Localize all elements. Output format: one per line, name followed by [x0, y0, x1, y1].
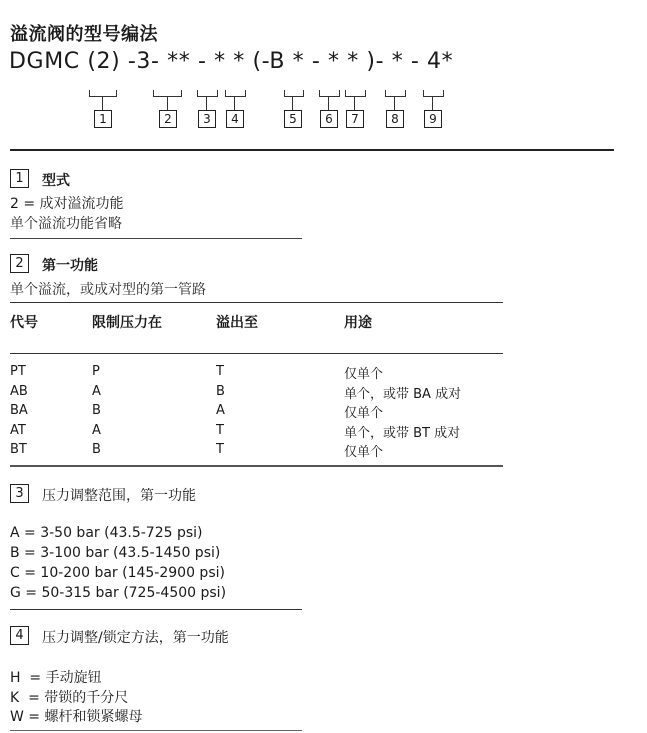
table-header-pressure-limit: 限制压力在 [92, 315, 162, 331]
section-3-divider [10, 609, 302, 610]
section-1-line: 2 = 成对溢流功能 [10, 196, 124, 212]
section-3-title: 压力调整范围，第一功能 [42, 488, 196, 504]
stem-1 [102, 96, 103, 110]
cell-relief-to: T [216, 442, 224, 457]
bracket-3 [197, 90, 218, 97]
bracket-9 [423, 90, 444, 97]
cell-code: AT [10, 423, 26, 438]
cell-code: BT [10, 442, 27, 457]
cell-code: AB [10, 384, 28, 399]
cell-code: PT [10, 364, 26, 379]
cell-pressure-limit: A [92, 423, 101, 438]
section-3-line: B = 3-100 bar (43.5-1450 psi) [10, 545, 221, 561]
stem-5 [292, 96, 293, 110]
cell-usage: 单个，或带 BA 成对 [344, 387, 462, 402]
bracket-7 [345, 90, 366, 97]
table-header-usage: 用途 [344, 315, 372, 331]
table-header-divider [10, 353, 503, 354]
table-bottom-divider [10, 465, 503, 467]
section-4-line: W = 螺杆和锁紧螺母 [10, 709, 143, 725]
section-2-subtitle: 单个溢流，或成对型的第一管路 [10, 282, 206, 298]
field-number-9: 9 [424, 110, 442, 128]
section-2-number: 2 [10, 254, 29, 273]
cell-usage: 仅单个 [344, 406, 384, 421]
section-1-divider [10, 238, 302, 239]
field-number-7: 7 [346, 110, 364, 128]
cell-code: BA [10, 403, 28, 418]
section-4-line: K = 带锁的千分尺 [10, 690, 129, 706]
section-4-title: 压力调整/锁定方法，第一功能 [42, 630, 229, 646]
stem-4 [234, 96, 235, 110]
section-3-line: C = 10-200 bar (145-2900 psi) [10, 565, 225, 581]
field-number-4: 4 [226, 110, 244, 128]
section-1-title: 型式 [42, 173, 70, 189]
stem-3 [206, 96, 207, 110]
page-title: 溢流阀的型号编法 [10, 24, 158, 45]
field-number-6: 6 [320, 110, 338, 128]
table-top-divider [10, 302, 503, 303]
cell-usage: 仅单个 [344, 445, 384, 460]
cell-pressure-limit: B [92, 442, 101, 457]
stem-9 [432, 96, 433, 110]
table-header-code: 代号 [10, 315, 38, 331]
stem-7 [354, 96, 355, 110]
cell-relief-to: T [216, 423, 224, 438]
field-number-5: 5 [284, 110, 302, 128]
cell-relief-to: B [216, 384, 225, 399]
field-number-2: 2 [159, 110, 177, 128]
bracket-5 [284, 90, 304, 97]
section-1-number: 1 [10, 169, 29, 188]
table-header-relief-to: 溢出至 [216, 315, 258, 331]
cell-relief-to: T [216, 364, 224, 379]
cell-relief-to: A [216, 403, 225, 418]
cell-pressure-limit: B [92, 403, 101, 418]
section-4-divider [10, 730, 302, 731]
bracket-8 [385, 90, 406, 97]
section-4-number: 4 [10, 626, 29, 645]
field-number-8: 8 [386, 110, 404, 128]
field-number-3: 3 [198, 110, 216, 128]
model-code: DGMC (2) -3- ** - * * (-B * - * * )- * - 4* [9, 49, 454, 74]
section-4-line: H = 手动旋钮 [10, 670, 102, 686]
field-number-1: 1 [94, 110, 112, 128]
section-3-number: 3 [10, 484, 29, 503]
section-3-line: A = 3-50 bar (43.5-725 psi) [10, 525, 203, 541]
section-3-line: G = 50-315 bar (725-4500 psi) [10, 585, 227, 601]
section-1-line: 单个溢流功能省略 [10, 216, 122, 232]
bracket-6 [319, 90, 340, 97]
stem-2 [167, 96, 168, 110]
main-divider [10, 149, 614, 151]
cell-usage: 仅单个 [344, 367, 384, 382]
cell-pressure-limit: A [92, 384, 101, 399]
cell-pressure-limit: P [92, 364, 100, 379]
section-2-title: 第一功能 [42, 258, 98, 274]
stem-6 [328, 96, 329, 110]
stem-8 [394, 96, 395, 110]
bracket-4 [225, 90, 246, 97]
cell-usage: 单个，或带 BT 成对 [344, 426, 461, 441]
